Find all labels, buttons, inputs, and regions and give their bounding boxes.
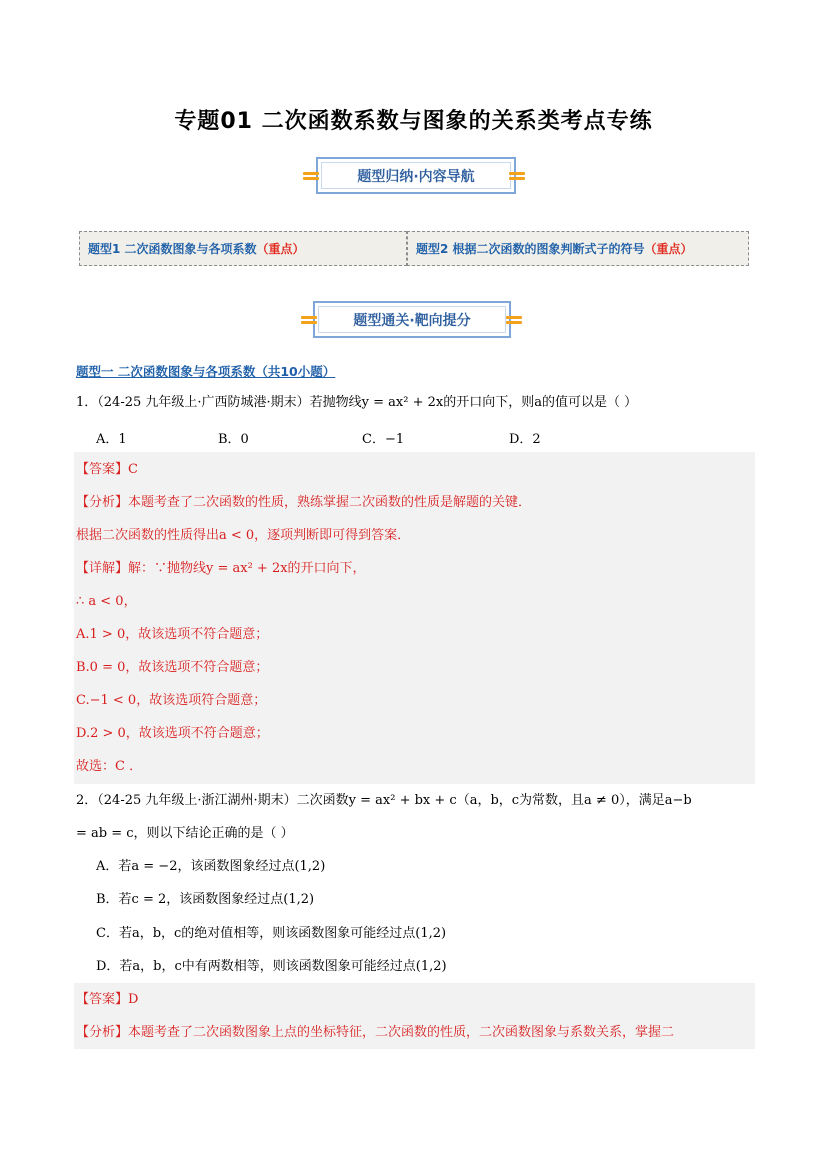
q1-step-1: ∴ a < 0， bbox=[76, 594, 137, 609]
banner-practice-label: 题型通关·靶向提分 bbox=[353, 312, 471, 329]
banner-practice bbox=[313, 301, 511, 338]
ornament-left-icon bbox=[303, 170, 319, 182]
q1-step-3: B.0 = 0，故该选项不符合题意； bbox=[76, 660, 269, 675]
q1-detail: 【详解】解：∵抛物线y = ax² + 2x的开口向下， bbox=[76, 561, 366, 576]
banner-content-nav bbox=[316, 157, 516, 194]
q1-option-b: B．0 bbox=[218, 432, 249, 447]
q2-option-c: C．若a，b，c的绝对值相等，则该函数图象可能经过点(1,2) bbox=[96, 926, 447, 941]
nav-item-type1-tag: （重点） bbox=[256, 242, 305, 256]
q2-option-b: B．若c = 2，该函数图象经过点(1,2) bbox=[96, 892, 315, 907]
question-1-stem: 1．（24-25 九年级上·广西防城港·期末）若抛物线y = ax² + 2x的开口向下，则a的值可以是（ ） bbox=[76, 395, 638, 410]
q1-analysis: 【分析】本题考查了二次函数的性质，熟练掌握二次函数的性质是解题的关键． bbox=[76, 495, 532, 510]
nav-item-type2-label: 题型2 根据二次函数的图象判断式子的符号 bbox=[416, 242, 645, 256]
banner-content-nav-label: 题型归纳·内容导航 bbox=[357, 168, 475, 185]
nav-item-type2[interactable] bbox=[407, 231, 749, 266]
q1-answer: 【答案】C bbox=[76, 462, 138, 477]
q1-option-c: C．−1 bbox=[362, 432, 405, 447]
nav-item-type2-tag: （重点） bbox=[644, 242, 693, 256]
ornament-right-icon bbox=[509, 170, 525, 182]
q1-step-2: A.1 > 0，故该选项不符合题意； bbox=[76, 627, 269, 642]
q2-option-a: A．若a = −2，该函数图象经过点(1,2) bbox=[96, 859, 326, 874]
nav-item-type1-label: 题型1 二次函数图象与各项系数 bbox=[88, 242, 257, 256]
ornament-left-icon bbox=[301, 314, 317, 326]
question-2-stem-cont: = ab = c，则以下结论正确的是（ ） bbox=[76, 826, 294, 841]
q2-option-d: D．若a，b，c中有两数相等，则该函数图象可能经过点(1,2) bbox=[96, 959, 447, 974]
nav-item-type1[interactable] bbox=[79, 231, 407, 266]
q1-step-5: D.2 > 0，故该选项不符合题意； bbox=[76, 726, 269, 741]
q2-answer: 【答案】D bbox=[76, 992, 139, 1007]
question-2-stem: 2．（24-25 九年级上·浙江湖州·期末）二次函数y = ax² + bx + c（a，b，c为常数，且a ≠ 0），满足a−b bbox=[76, 793, 692, 808]
page-title: 专题01 二次函数系数与图象的关系类考点专练 bbox=[174, 109, 653, 134]
q1-step-6: 故选：C ． bbox=[76, 759, 143, 774]
q1-step-4: C.−1 < 0，故该选项符合题意； bbox=[76, 693, 267, 708]
q1-analysis-2: 根据二次函数的性质得出a < 0，逐项判断即可得到答案． bbox=[76, 528, 411, 543]
q2-analysis: 【分析】本题考查了二次函数图象上点的坐标特征，二次函数的性质，二次函数图象与系数关系，掌握二 bbox=[76, 1025, 675, 1040]
section-heading[interactable]: 题型一 二次函数图象与各项系数（共10小题） bbox=[76, 364, 336, 379]
ornament-right-icon bbox=[506, 314, 522, 326]
q1-option-d: D．2 bbox=[509, 432, 541, 447]
q1-option-a: A．1 bbox=[96, 432, 127, 447]
